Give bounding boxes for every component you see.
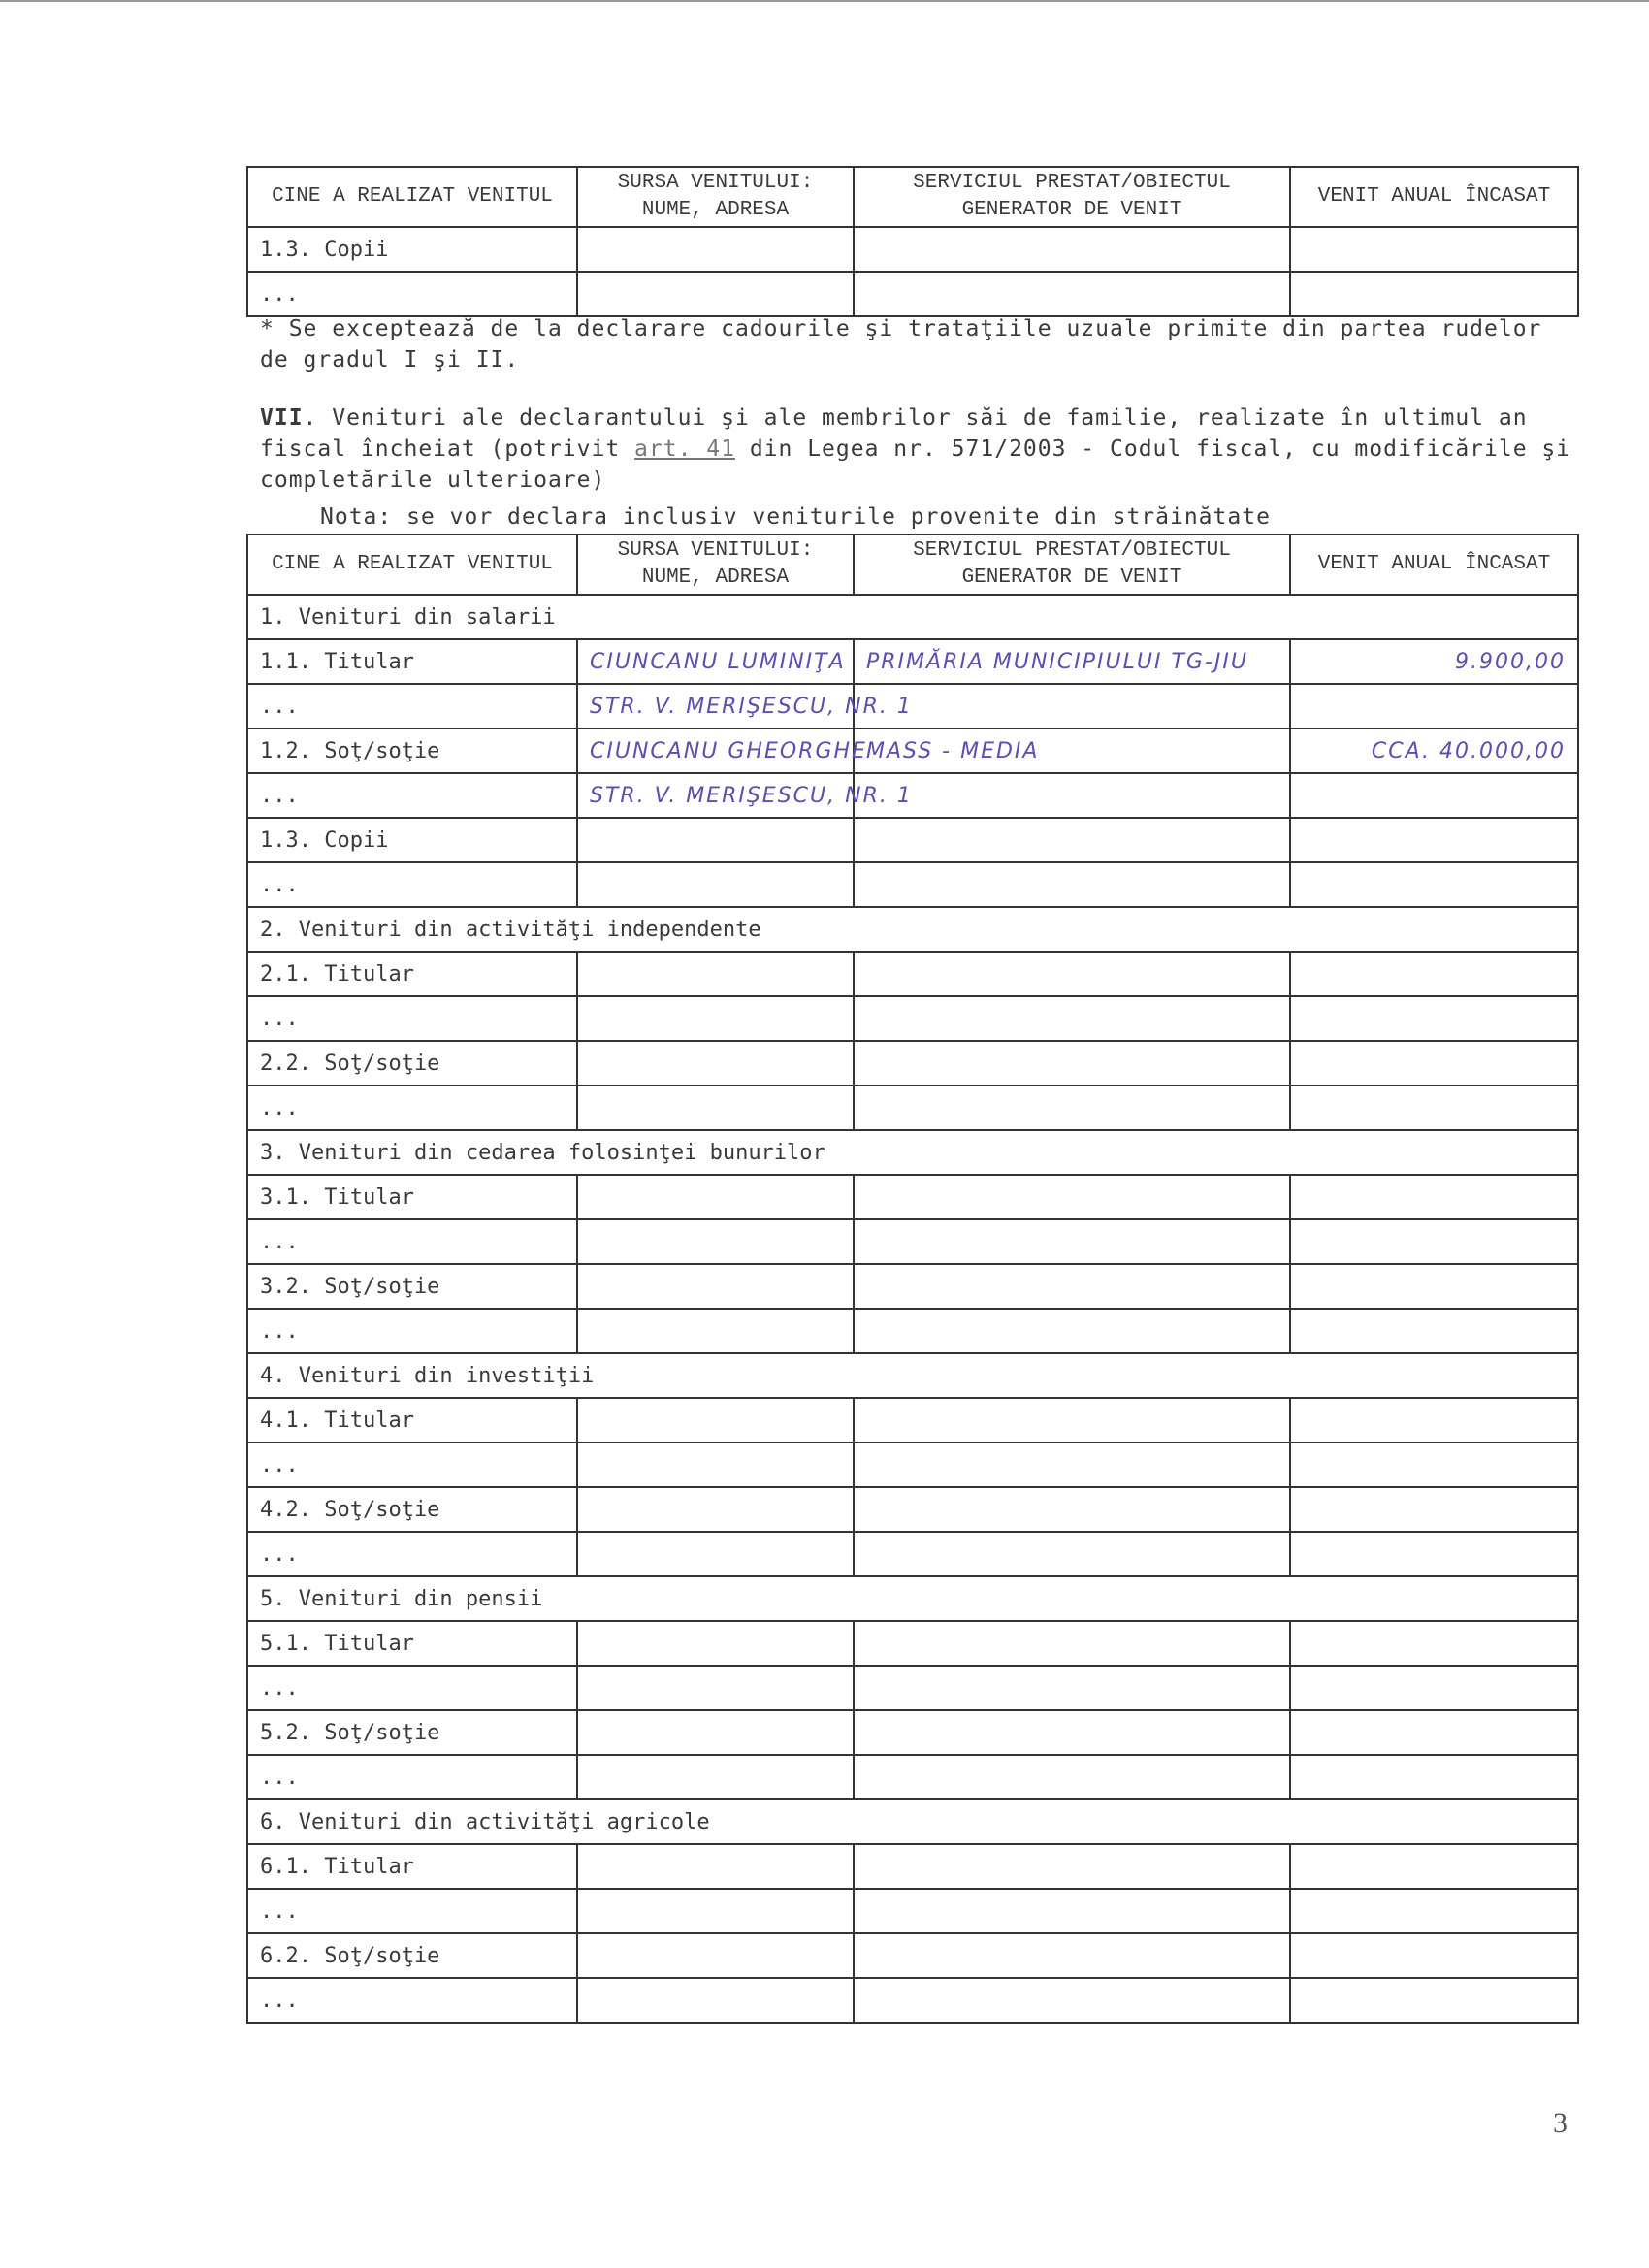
row-who-cell: ... xyxy=(247,1666,577,1710)
scan-edge-line xyxy=(0,0,1649,2)
row-who-cell: ... xyxy=(247,996,577,1041)
row-amount-cell xyxy=(1290,1844,1578,1889)
row-who-cell: ... xyxy=(247,1219,577,1264)
top-table-body xyxy=(247,227,1578,316)
law-article-link[interactable]: art. 41 xyxy=(634,437,735,462)
table-row xyxy=(247,818,1578,862)
section-title: 6. Venituri din activităţi agricole xyxy=(247,1799,1578,1844)
row-who-cell: ... xyxy=(247,272,577,316)
row-amount-cell xyxy=(1290,862,1578,907)
row-service-cell xyxy=(854,996,1290,1041)
nota-text: Nota: se vor declara inclusiv veniturile provenite din străinătate xyxy=(320,504,1271,530)
row-service-cell xyxy=(854,1755,1290,1799)
row-service-cell xyxy=(854,1487,1290,1532)
row-amount-cell: 9.900,00 xyxy=(1290,639,1578,684)
row-source-cell: CIUNCANU LUMINIŢA xyxy=(577,639,854,684)
row-amount-cell xyxy=(1290,952,1578,996)
row-service-cell: MASS - MEDIA xyxy=(854,729,1290,773)
row-source-cell xyxy=(577,1933,854,1978)
row-amount-cell xyxy=(1290,1532,1578,1576)
table-row xyxy=(247,1933,1578,1978)
row-amount-cell xyxy=(1290,996,1578,1041)
table-row xyxy=(247,996,1578,1041)
row-who-cell: ... xyxy=(247,1755,577,1799)
row-service-cell xyxy=(854,818,1290,862)
header-who: CINE A REALIZAT VENITUL xyxy=(247,535,577,595)
page-number: 3 xyxy=(1553,2107,1568,2139)
main-table-body xyxy=(247,595,1578,2023)
row-amount-cell xyxy=(1290,1889,1578,1933)
table-row xyxy=(247,1085,1578,1130)
row-source-cell xyxy=(577,862,854,907)
table-row xyxy=(247,227,1578,272)
header-amount: VENIT ANUAL ÎNCASAT xyxy=(1290,167,1578,227)
row-who-cell: ... xyxy=(247,1309,577,1353)
section-title: 2. Venituri din activităţi independente xyxy=(247,907,1578,952)
row-source-cell xyxy=(577,227,854,272)
row-who-cell: ... xyxy=(247,773,577,818)
row-service-cell xyxy=(854,1844,1290,1889)
row-service-cell xyxy=(854,862,1290,907)
table-row xyxy=(247,1175,1578,1219)
table-row xyxy=(247,1532,1578,1576)
table-row xyxy=(247,684,1578,729)
row-amount-cell xyxy=(1290,1219,1578,1264)
row-who-cell: 4.2. Soţ/soţie xyxy=(247,1487,577,1532)
row-amount-cell xyxy=(1290,1085,1578,1130)
row-amount-cell xyxy=(1290,1041,1578,1085)
row-source-cell xyxy=(577,1309,854,1353)
table-row xyxy=(247,1309,1578,1353)
row-service-cell xyxy=(854,1041,1290,1085)
row-source-cell xyxy=(577,952,854,996)
row-service-cell xyxy=(854,773,1290,818)
row-who-cell: 5.2. Soţ/soţie xyxy=(247,1710,577,1755)
table-row xyxy=(247,1889,1578,1933)
row-service-cell xyxy=(854,1442,1290,1487)
row-who-cell: ... xyxy=(247,1532,577,1576)
row-service-cell xyxy=(854,1933,1290,1978)
row-who-cell: 1.3. Copii xyxy=(247,818,577,862)
table-row xyxy=(247,1710,1578,1755)
row-source-cell xyxy=(577,1264,854,1309)
row-service-cell xyxy=(854,1621,1290,1666)
table-row xyxy=(247,1666,1578,1710)
row-service-cell xyxy=(854,1532,1290,1576)
row-who-cell: 6.2. Soţ/soţie xyxy=(247,1933,577,1978)
table-row xyxy=(247,1041,1578,1085)
section-title-row xyxy=(247,595,1578,639)
row-amount-cell xyxy=(1290,1442,1578,1487)
row-who-cell: 5.1. Titular xyxy=(247,1621,577,1666)
row-source-cell xyxy=(577,818,854,862)
section-vii-heading xyxy=(260,403,1585,496)
row-source-cell xyxy=(577,1978,854,2023)
row-amount-cell xyxy=(1290,272,1578,316)
header-source: SURSA VENITULUI: NUME, ADRESA xyxy=(577,167,854,227)
row-who-cell: 1.3. Copii xyxy=(247,227,577,272)
income-table-main xyxy=(246,534,1579,2024)
row-who-cell: ... xyxy=(247,1085,577,1130)
row-source-cell xyxy=(577,1666,854,1710)
row-amount-cell xyxy=(1290,818,1578,862)
row-service-cell xyxy=(854,227,1290,272)
row-service-cell xyxy=(854,1398,1290,1442)
header-service: SERVICIUL PRESTAT/OBIECTUL GENERATOR DE VENIT xyxy=(854,167,1290,227)
row-who-cell: 1.1. Titular xyxy=(247,639,577,684)
row-source-cell xyxy=(577,1487,854,1532)
row-service-cell xyxy=(854,952,1290,996)
row-source-cell xyxy=(577,1755,854,1799)
row-who-cell: 2.1. Titular xyxy=(247,952,577,996)
row-amount-cell xyxy=(1290,773,1578,818)
row-source-cell xyxy=(577,1442,854,1487)
row-who-cell: 1.2. Soţ/soţie xyxy=(247,729,577,773)
row-who-cell: ... xyxy=(247,1889,577,1933)
section-title: 3. Venituri din cedarea folosinţei bunurilor xyxy=(247,1130,1578,1175)
row-amount-cell xyxy=(1290,1666,1578,1710)
table-row xyxy=(247,1264,1578,1309)
row-service-cell xyxy=(854,1264,1290,1309)
table-row xyxy=(247,1755,1578,1799)
row-who-cell: ... xyxy=(247,862,577,907)
table-row xyxy=(247,1487,1578,1532)
row-who-cell: ... xyxy=(247,1442,577,1487)
row-source-cell: STR. V. MERIŞESCU, NR. 1 xyxy=(577,684,854,729)
row-source-cell xyxy=(577,1219,854,1264)
section-number: VII xyxy=(260,405,304,431)
row-service-cell xyxy=(854,1085,1290,1130)
table-row xyxy=(247,1219,1578,1264)
section-title: 5. Venituri din pensii xyxy=(247,1576,1578,1621)
section-title-row xyxy=(247,1799,1578,1844)
row-source-cell xyxy=(577,1398,854,1442)
table-row xyxy=(247,862,1578,907)
table-row xyxy=(247,952,1578,996)
row-amount-cell xyxy=(1290,1175,1578,1219)
table-header-row xyxy=(247,535,1578,595)
header-service: SERVICIUL PRESTAT/OBIECTUL GENERATOR DE VENIT xyxy=(854,535,1290,595)
row-who-cell: ... xyxy=(247,684,577,729)
row-service-cell xyxy=(854,1219,1290,1264)
table-row xyxy=(247,1978,1578,2023)
row-source-cell xyxy=(577,1844,854,1889)
section-title: 4. Venituri din investiţii xyxy=(247,1353,1578,1398)
row-amount-cell xyxy=(1290,1309,1578,1353)
section-title-row xyxy=(247,1130,1578,1175)
row-source-cell: STR. V. MERIŞESCU, NR. 1 xyxy=(577,773,854,818)
header-source: SURSA VENITULUI: NUME, ADRESA xyxy=(577,535,854,595)
row-who-cell: 6.1. Titular xyxy=(247,1844,577,1889)
table-row xyxy=(247,1844,1578,1889)
row-service-cell xyxy=(854,1710,1290,1755)
table-row xyxy=(247,1398,1578,1442)
footnote: * Se exceptează de la declarare cadourile şi trataţiile uzuale primite din partea rudelor de gradul I şi II. xyxy=(260,316,1557,373)
row-service-cell xyxy=(854,272,1290,316)
row-source-cell xyxy=(577,1889,854,1933)
income-table-continuation xyxy=(246,166,1579,317)
row-service-cell xyxy=(854,1309,1290,1353)
table-header-row xyxy=(247,167,1578,227)
section-text-1: . Venituri ale declarantului şi ale membrilor săi de familie, realizate în ultimul an fiscal încheiat (potrivit xyxy=(260,405,1542,462)
row-source-cell xyxy=(577,1532,854,1576)
section-title-row xyxy=(247,1353,1578,1398)
row-service-cell xyxy=(854,1666,1290,1710)
row-service-cell: PRIMĂRIA MUNICIPIULUI TG-JIU xyxy=(854,639,1290,684)
table-row xyxy=(247,729,1578,773)
row-amount-cell xyxy=(1290,1755,1578,1799)
row-service-cell xyxy=(854,684,1290,729)
row-service-cell xyxy=(854,1175,1290,1219)
row-source-cell xyxy=(577,1175,854,1219)
row-service-cell xyxy=(854,1978,1290,2023)
row-amount-cell xyxy=(1290,1710,1578,1755)
section-title-row xyxy=(247,1576,1578,1621)
section-title-row xyxy=(247,907,1578,952)
table-row xyxy=(247,272,1578,316)
row-amount-cell: CCA. 40.000,00 xyxy=(1290,729,1578,773)
row-who-cell: 3.1. Titular xyxy=(247,1175,577,1219)
row-amount-cell xyxy=(1290,1978,1578,2023)
row-amount-cell xyxy=(1290,1933,1578,1978)
row-who-cell: 4.1. Titular xyxy=(247,1398,577,1442)
row-source-cell xyxy=(577,272,854,316)
row-who-cell: ... xyxy=(247,1978,577,2023)
row-source-cell xyxy=(577,996,854,1041)
row-source-cell: CIUNCANU GHEORGHE xyxy=(577,729,854,773)
table-row xyxy=(247,1442,1578,1487)
row-who-cell: 3.2. Soţ/soţie xyxy=(247,1264,577,1309)
section-text-2: din Legea nr. 571/2003 - Codul fiscal, cu modificările şi completările ulterioare) xyxy=(260,437,1585,493)
table-row xyxy=(247,639,1578,684)
row-amount-cell xyxy=(1290,227,1578,272)
row-source-cell xyxy=(577,1710,854,1755)
header-who: CINE A REALIZAT VENITUL xyxy=(247,167,577,227)
row-who-cell: 2.2. Soţ/soţie xyxy=(247,1041,577,1085)
row-amount-cell xyxy=(1290,1264,1578,1309)
row-source-cell xyxy=(577,1621,854,1666)
row-amount-cell xyxy=(1290,1487,1578,1532)
table-row xyxy=(247,773,1578,818)
row-amount-cell xyxy=(1290,684,1578,729)
row-amount-cell xyxy=(1290,1621,1578,1666)
row-service-cell xyxy=(854,1889,1290,1933)
row-source-cell xyxy=(577,1041,854,1085)
row-source-cell xyxy=(577,1085,854,1130)
section-title: 1. Venituri din salarii xyxy=(247,595,1578,639)
header-amount: VENIT ANUAL ÎNCASAT xyxy=(1290,535,1578,595)
table-row xyxy=(247,1621,1578,1666)
row-amount-cell xyxy=(1290,1398,1578,1442)
